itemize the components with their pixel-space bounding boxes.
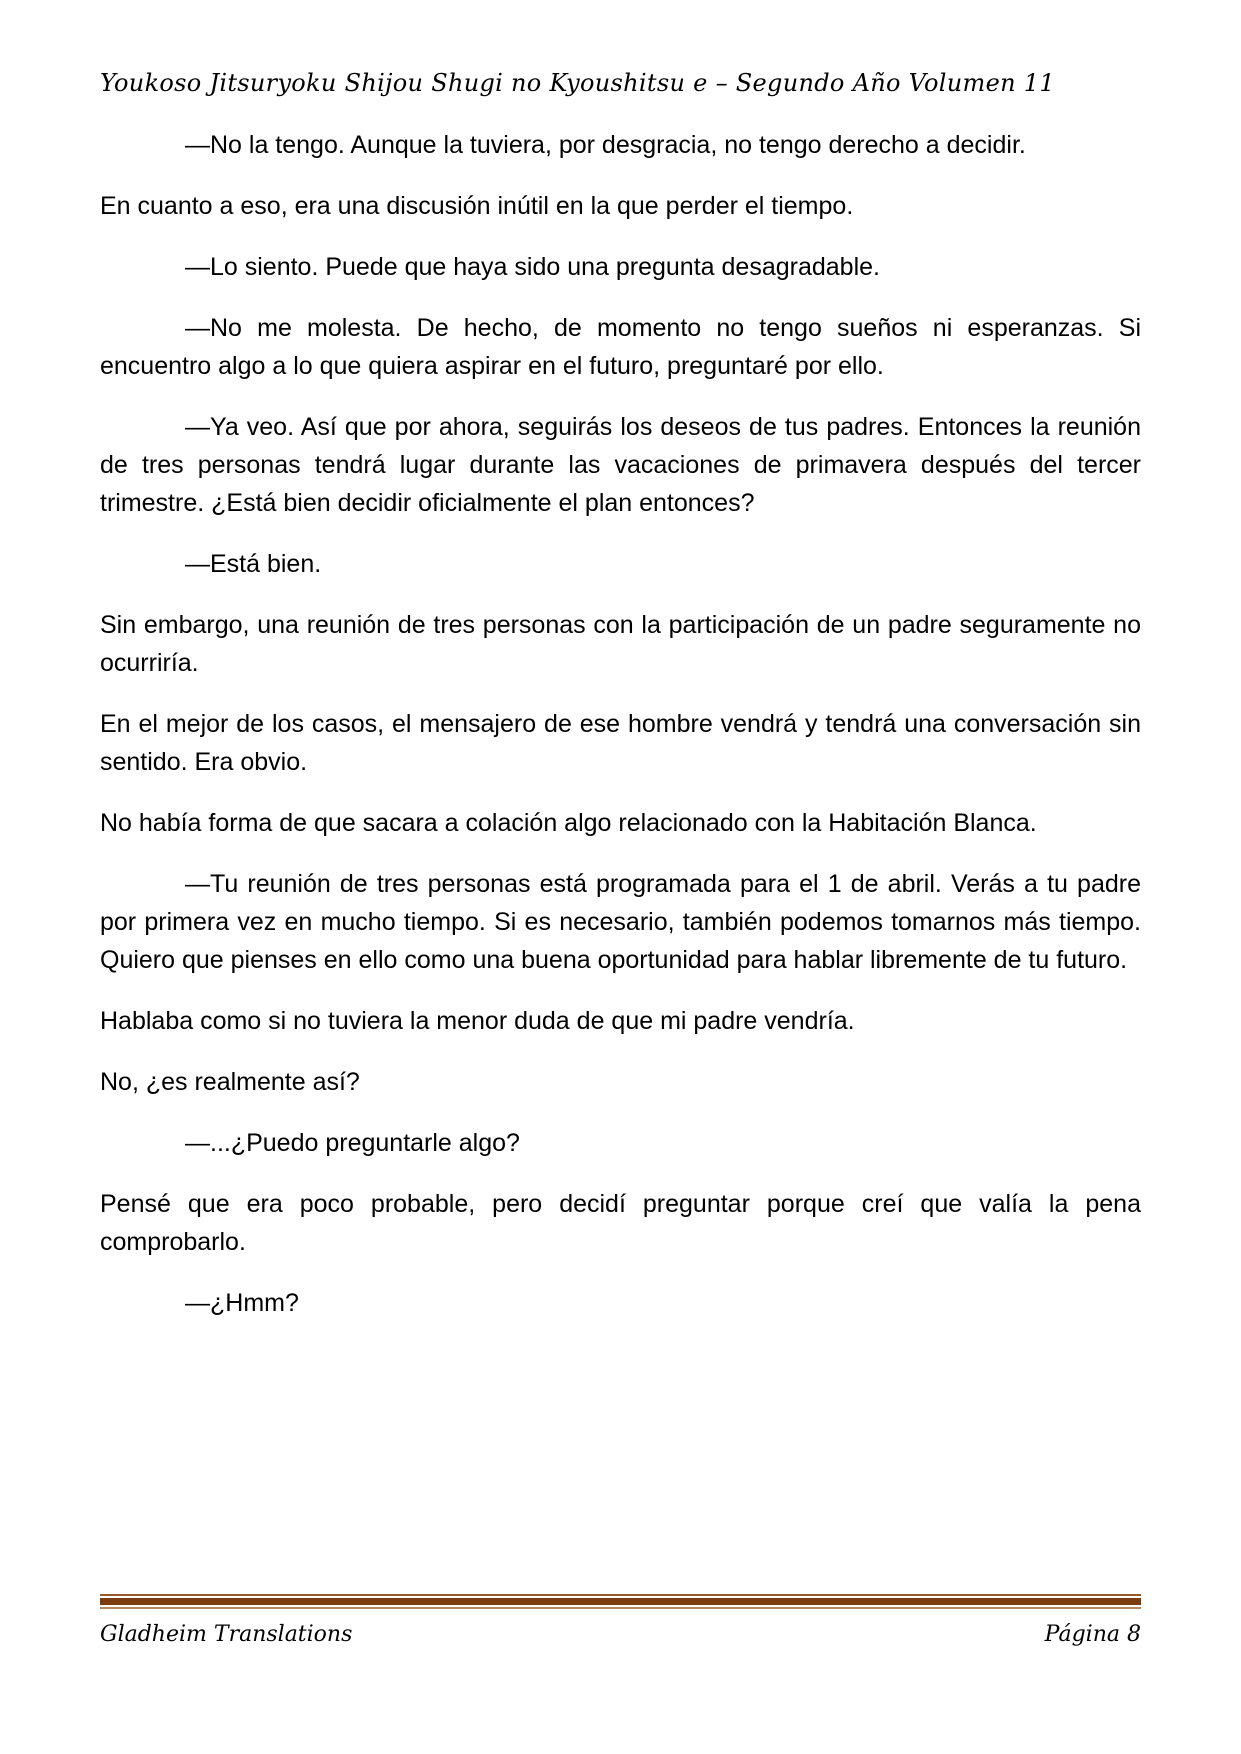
paragraph: No, ¿es realmente así? xyxy=(100,1068,360,1096)
page-header-title: Youkoso Jitsuryoku Shijou Shugi no Kyoushitsu e – Segundo Año Volumen 11 xyxy=(100,69,1055,97)
page-footer xyxy=(100,1622,1141,1647)
paragraph: —Ya veo. Así que por ahora, seguirás los deseos de tus padres. Entonces la reunión de tres personas tendrá lugar durante las vacaciones de primavera después del tercer trimestre. ¿Está bien decidir oficialmente el plan entonces? xyxy=(100,413,1141,517)
footer-divider-thin-bottom xyxy=(100,1607,1141,1609)
footer-translator: Gladheim Translations xyxy=(100,1622,353,1647)
footer-divider xyxy=(100,1594,1141,1609)
paragraph: Hablaba como si no tuviera la menor duda de que mi padre vendría. xyxy=(100,1007,855,1035)
footer-page-number: Página 8 xyxy=(1044,1622,1141,1647)
paragraph: No había forma de que sacara a colación algo relacionado con la Habitación Blanca. xyxy=(100,809,1037,837)
paragraph: Pensé que era poco probable, pero decidí preguntar porque creí que valía la pena comprobarlo. xyxy=(100,1190,1141,1256)
body-text xyxy=(100,126,1141,1345)
paragraph: —Tu reunión de tres personas está programada para el 1 de abril. Verás a tu padre por primera vez en mucho tiempo. Si es necesario, también podemos tomarnos más tiempo. Quiero que pienses en ello como una buena oportunidad para hablar libremente de tu futuro. xyxy=(100,870,1141,974)
paragraph: —Está bien. xyxy=(185,550,322,578)
paragraph: —No la tengo. Aunque la tuviera, por desgracia, no tengo derecho a decidir. xyxy=(185,131,1026,159)
paragraph: —No me molesta. De hecho, de momento no tengo sueños ni esperanzas. Si encuentro algo a lo que quiera aspirar en el futuro, preguntaré por ello. xyxy=(100,314,1141,380)
paragraph: En el mejor de los casos, el mensajero de ese hombre vendrá y tendrá una conversación sin sentido. Era obvio. xyxy=(100,710,1141,776)
paragraph: —...¿Puedo preguntarle algo? xyxy=(185,1129,520,1157)
paragraph: En cuanto a eso, era una discusión inútil en la que perder el tiempo. xyxy=(100,192,854,220)
paragraph: Sin embargo, una reunión de tres personas con la participación de un padre seguramente no ocurriría. xyxy=(100,611,1141,677)
paragraph: —¿Hmm? xyxy=(185,1289,299,1317)
paragraph: —Lo siento. Puede que haya sido una pregunta desagradable. xyxy=(185,253,880,281)
footer-divider-thick xyxy=(100,1598,1141,1605)
